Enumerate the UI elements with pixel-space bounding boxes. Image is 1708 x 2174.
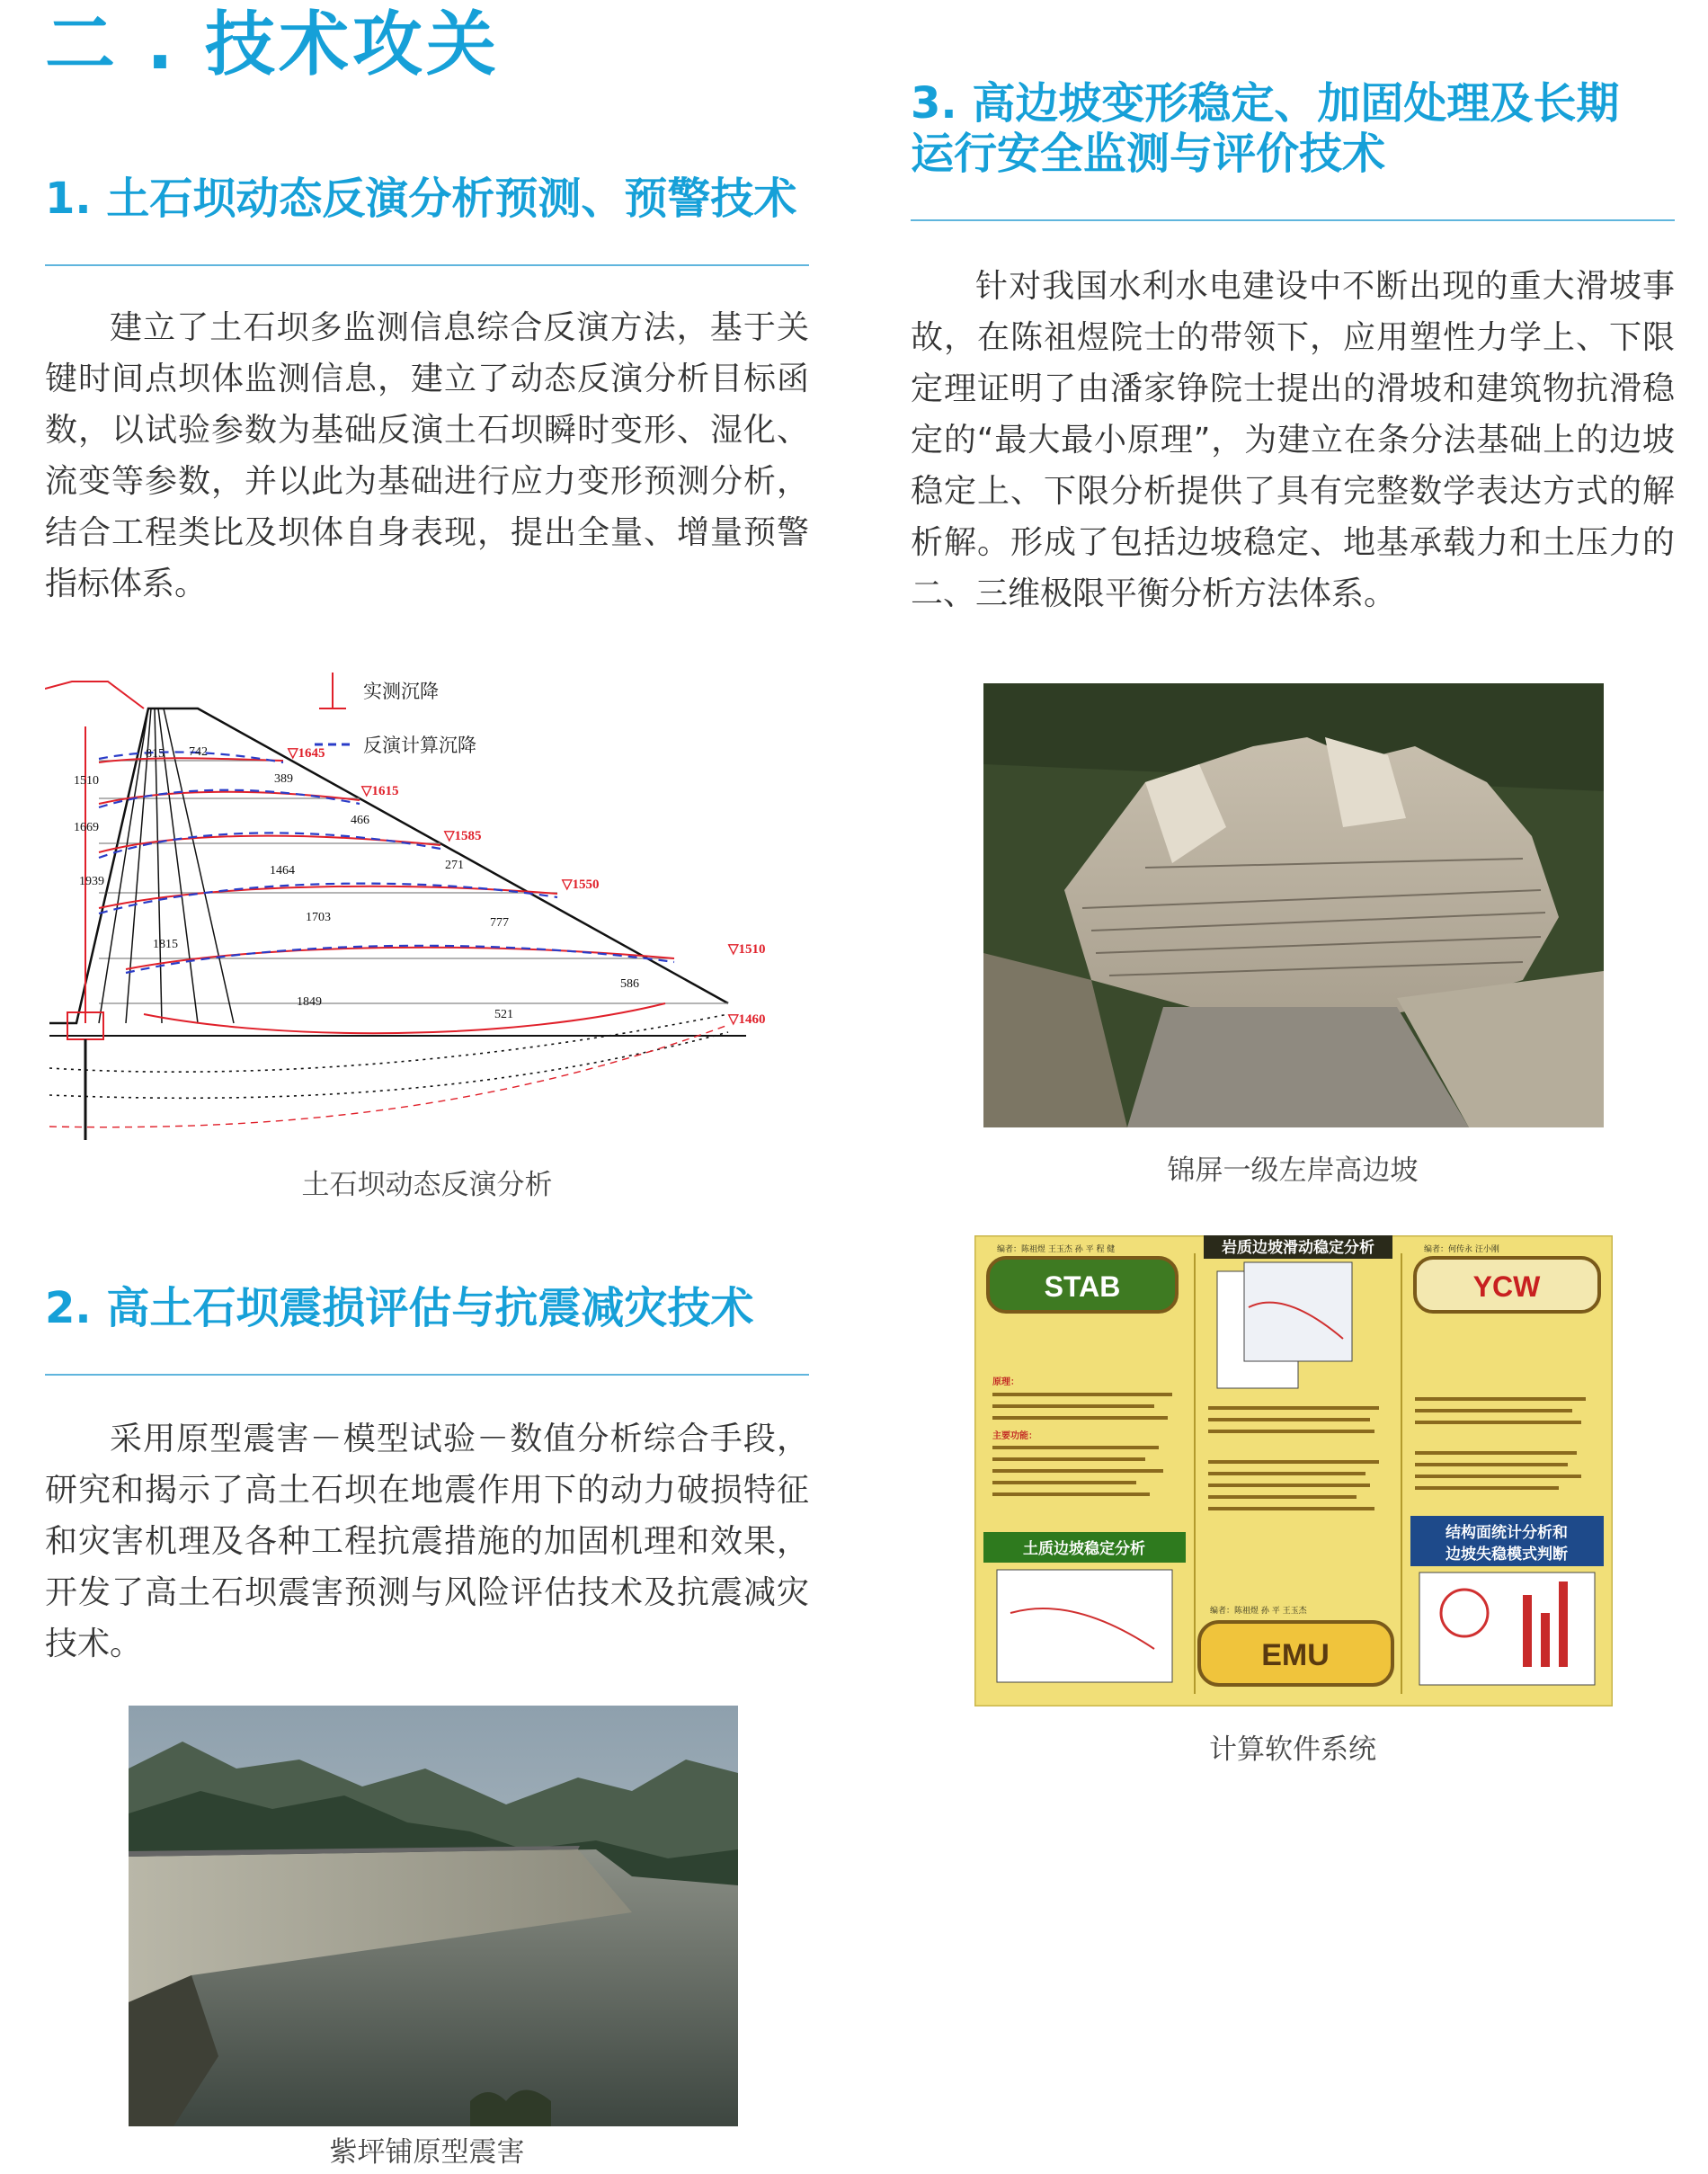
- section-3-rule: [911, 219, 1675, 221]
- software-poster: [974, 1235, 1613, 1706]
- section-2-title: 2. 高土石坝震损评估与抗震减灾技术: [45, 1283, 754, 1333]
- dam-settlement-diagram: [45, 673, 796, 1149]
- figure-3-caption: 锦屏一级左岸高边坡: [1167, 1154, 1419, 1187]
- value-label: 1939: [79, 875, 104, 888]
- section-1-title: 1. 土石坝动态反演分析预测、预警技术: [45, 174, 797, 224]
- page-title: 二 . 技术攻关: [45, 4, 500, 85]
- value-label: 1464: [270, 864, 295, 878]
- value-label: 1815: [153, 938, 178, 951]
- value-label: 271: [445, 859, 464, 872]
- elev-label: ▽1460: [728, 1012, 766, 1027]
- section-1-body: 建立了土石坝多监测信息综合反演方法，基于关键时间点坝体监测信息，建立了动态反演分析目标函数，以试验参数为基础反演土石坝瞬时变形、湿化、流变等参数，并以此为基础进行应力变形预测分析，结合工程类比及坝体自身表现，提出全量、增量预警指标体系。: [45, 309, 809, 602]
- section-1-rule: [45, 264, 809, 266]
- elev-label: ▽1585: [444, 829, 482, 843]
- value-label: 815: [146, 747, 165, 761]
- elev-label: ▽1645: [288, 746, 325, 761]
- poster-ycw-title: YCW: [1472, 1270, 1541, 1303]
- section-2-body: 采用原型震害－模型试验－数值分析综合手段，研究和揭示了高土石坝在地震作用下的动力破损特征和灾害机理及各种工程抗震措施的加固机理和效果，开发了高土石坝震害预测与风险评估技术及抗震减灾技术。: [45, 1421, 809, 1662]
- value-label: 1669: [74, 821, 99, 834]
- value-label: 777: [490, 916, 509, 930]
- section-2-rule: [45, 1374, 809, 1376]
- value-label: 521: [494, 1008, 513, 1021]
- poster-ycw-editors: 编者：何传永 汪小刚: [1424, 1245, 1499, 1254]
- legend-measured: 实测沉降: [363, 681, 439, 702]
- poster-soil-title: 土质边坡稳定分析: [1023, 1540, 1145, 1558]
- section-3-body: 针对我国水利水电建设中不断出现的重大滑坡事故，在陈祖煜院士的带领下，应用塑性力学上、下限定理证明了由潘家铮院士提出的滑坡和建筑物抗滑稳定的“最大最小原理”，为建立在条分法基础上的边坡稳定上、下限分析提供了具有完整数学表达方式的解析解。形成了包括边坡稳定、地基承载力和土压力的二、三维极限平衡分析方法体系。: [911, 268, 1675, 612]
- legend-inverse: 反演计算沉降: [363, 735, 476, 756]
- value-label: 1510: [74, 774, 99, 788]
- elev-label: ▽1615: [361, 784, 399, 798]
- zipingpu-dam-photo: [129, 1706, 738, 2126]
- value-label: 1849: [297, 995, 322, 1009]
- jinping-slope-photo: [983, 683, 1604, 1127]
- section-3-title-line1: 3. 高边坡变形稳定、加固处理及长期: [911, 78, 1620, 129]
- poster-struct-title-1: 结构面统计分析和: [1446, 1524, 1568, 1542]
- poster-stab-editors: 编者：陈祖煜 王玉杰 孙 平 程 健: [997, 1245, 1116, 1254]
- value-label: 1703: [306, 911, 331, 924]
- poster-emu-editors: 编者：陈祖煜 孙 平 王玉杰: [1210, 1607, 1307, 1616]
- figure-1-caption: 土石坝动态反演分析: [301, 1169, 553, 1201]
- figure-2-caption: 紫坪铺原型震害: [329, 2136, 525, 2169]
- value-label: 586: [620, 977, 639, 991]
- section-3-title-line2: 运行安全监测与评价技术: [911, 129, 1386, 179]
- figure-4-caption: 计算软件系统: [1209, 1733, 1376, 1766]
- poster-center-title: 岩质边坡滑动稳定分析: [1222, 1239, 1374, 1257]
- elev-label: ▽1510: [728, 942, 766, 957]
- poster-principle-label: 原理：: [992, 1377, 1019, 1387]
- poster-functions-label: 主要功能：: [992, 1431, 1037, 1441]
- elev-label: ▽1550: [562, 878, 600, 892]
- value-label: 742: [189, 745, 208, 759]
- value-label: 466: [351, 814, 369, 827]
- value-label: 389: [274, 772, 293, 786]
- poster-emu-title: EMU: [1261, 1638, 1330, 1672]
- poster-struct-title-2: 边坡失稳模式判断: [1446, 1546, 1568, 1564]
- poster-stab-title: STAB: [1044, 1270, 1121, 1303]
